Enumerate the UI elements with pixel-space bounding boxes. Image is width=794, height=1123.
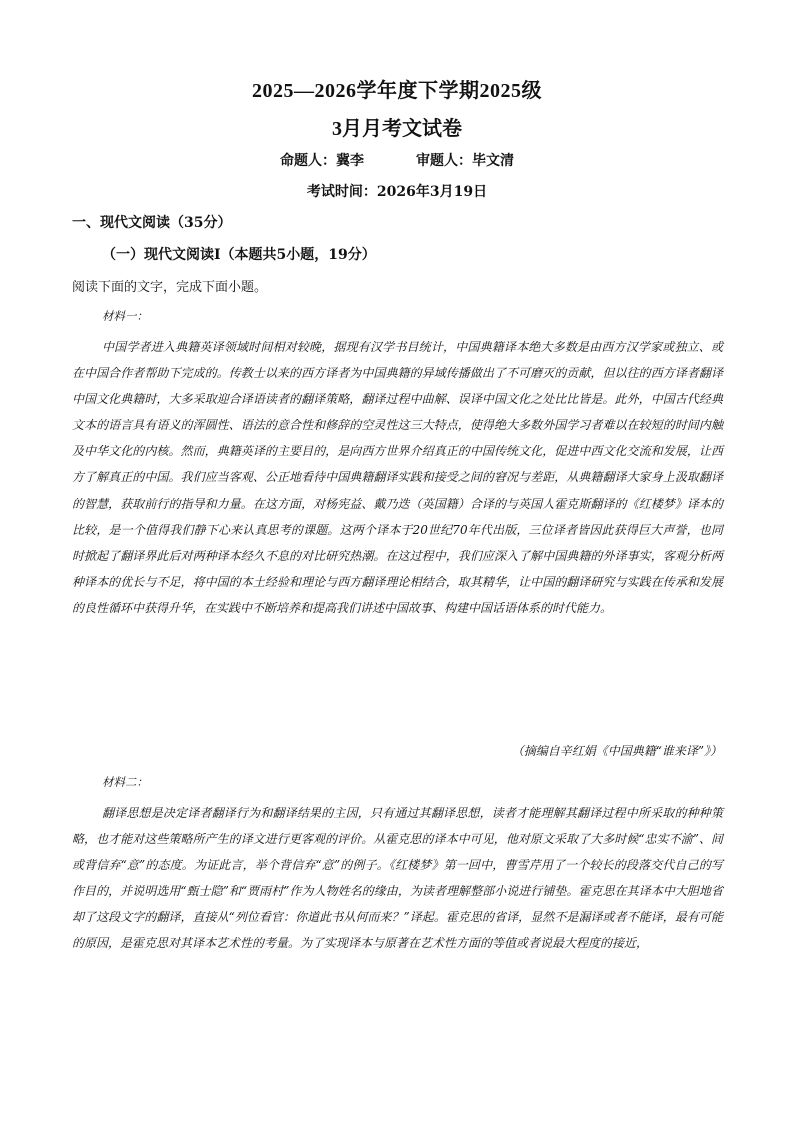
exam-title-line2: 3月月考文试卷 (332, 118, 462, 140)
material1-source: （摘编自辛红娟《中国典籍“谁来译”》） (511, 744, 722, 758)
material2-label: 材料二： (102, 775, 148, 789)
section-heading: 一、现代文阅读（35分） (72, 215, 232, 231)
exam-title-line1: 2025—2026学年度下学期2025级 (252, 80, 542, 102)
material1-text: 中国学者进入典籍英译领域时间相对较晚，据现有汉学书目统计，中国典籍译本绝大多数是由西方汉学家或独立、或在中国合作者帮助下完成的。传教士以来的西方译者为中国典籍的异域传播做出了不可磨灭的贡献，但以往的西方译者翻译中国文化典籍时，大多采取迎合译语读者的翻译策略，翻译过程中曲解、误译中国文化之处比比皆是。此外，中国古代经典文本的语言具有语义的浑圆性、语法的意合性和修辞的空灵性这三大特点，使得绝大多数外国学习者难以在较短的时间内触及中华文化的内核。然而，典籍英译的主要目的，是向西方世界介绍真正的中国传统文化，促进中西文化交流和发展，让西方了解真正的中国。我们应当客观、公正地看待中国典籍翻译实践和接受之间的窘况与差距，从典籍翻译大家身上汲取翻译的智慧，获取前行的指导和力量。在这方面，对杨宪益、戴乃迭（英国籍）合译的与英国人霍克斯翻译的《红楼梦》译本的比较，是一个值得我们静下心来认真思考的课题。这两个译本于20世纪70年代出版，三位译者皆因此获得巨大声誉，也同时掀起了翻译界此后对两种译本经久不息的对比研究热潮。在这过程中，我们应深入了解中国典籍的外译事实，客观分析两种译本的优长与不足，将中国的本土经验和理论与西方翻译理论相结合，取其精华，让中国的翻译研究与实践在传承和发展的良性循环中获得升华，在实践中不断培养和提高我们讲述中国故事、构建中国话语体系的时代能力。 (72, 340, 723, 615)
reviewer-label: 审题人：毕文清 (416, 153, 514, 169)
setter-label: 命题人：冀李 (280, 153, 364, 169)
subsection-heading: （一）现代文阅读Ⅰ（本题共5小题，19分） (102, 247, 376, 263)
authors-line (0, 150, 794, 170)
material1-label: 材料一： (102, 309, 148, 323)
exam-time: 考试时间：2026年3月19日 (306, 184, 488, 200)
reading-instruction: 阅读下面的文字，完成下面小题。 (72, 280, 268, 295)
material2-text: 翻译思想是决定译者翻译行为和翻译结果的主因，只有通过其翻译思想，读者才能理解其翻译过程中所采取的种种策略，也才能对这些策略所产生的译文进行更客观的评价。从霍克思的译本中可见，他对原文采取了大多时候“忠实不渝”、间或背信弃“意”的态度。为证此言，举个背信弃“意”的例子。《红楼梦》第一回中，曹雪芹用了一个较长的段落交代自己的写作目的，并说明选用“甄士隐”和“贾雨村”作为人物姓名的缘由，为读者理解整部小说进行铺垫。霍克思在其译本中大胆地省却了这段文字的翻译，直接从“列位看官：你道此书从何而来？”译起。霍克思的省译，显然不是漏译或者不能译，最有可能的原因，是霍克思对其译本艺术性的考量。为了实现译本与原著在艺术性方面的等值或者说最大程度的接近， (72, 806, 723, 951)
